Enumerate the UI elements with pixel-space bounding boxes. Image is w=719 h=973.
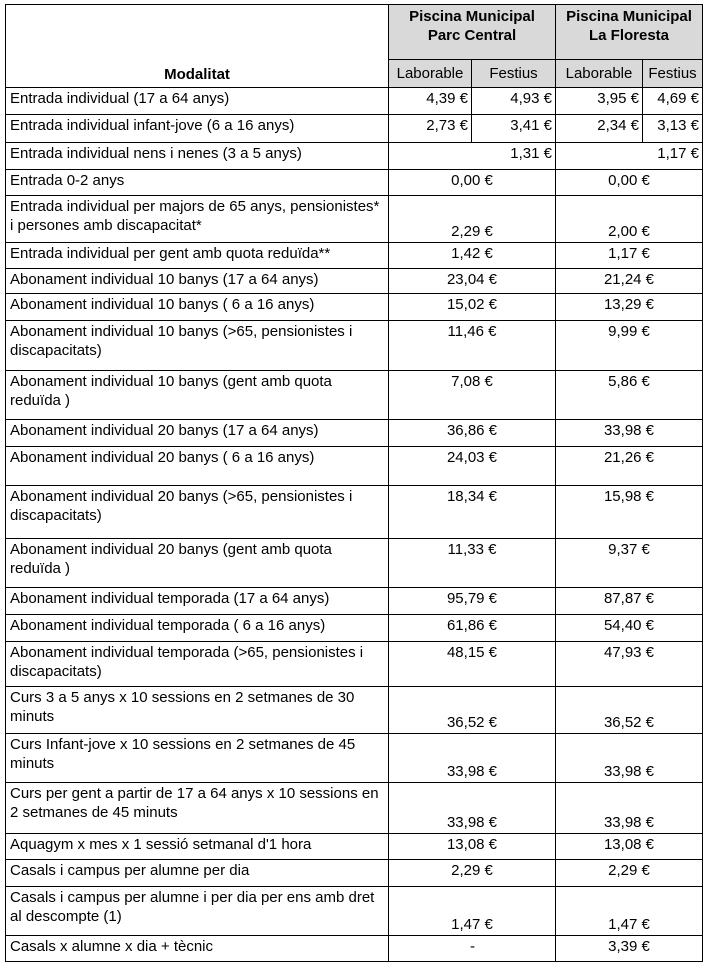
parc-central-price: 13,08 € [389, 834, 556, 860]
row-label: Casals i campus per alumne per dia [6, 860, 389, 887]
la-floresta-laborable-header: Laborable [556, 60, 643, 88]
table-row [6, 170, 703, 196]
row-label: Aquagym x mes x 1 sessió setmanal d'1 hora [6, 834, 389, 860]
row-label: Entrada individual (17 a 64 anys) [6, 88, 389, 115]
row-label: Entrada individual nens i nenes (3 a 5 anys) [6, 143, 389, 170]
parc-central-price: 33,98 € [389, 734, 556, 783]
la-floresta-price: 9,99 € [556, 321, 703, 371]
la-floresta-price: 15,98 € [556, 486, 703, 539]
parc-central-price: 2,29 € [389, 196, 556, 243]
la-floresta-price: 0,00 € [556, 170, 703, 196]
row-label: Abonament individual 10 banys (gent amb quota reduïda ) [6, 371, 389, 420]
row-label: Abonament individual temporada (17 a 64 anys) [6, 588, 389, 615]
la-floresta-price: 33,98 € [556, 420, 703, 447]
la-floresta-price: 33,98 € [556, 734, 703, 783]
la-floresta-price: 2,00 € [556, 196, 703, 243]
parc-central-price: 2,29 € [389, 860, 556, 887]
parc-central-price: 0,00 € [389, 170, 556, 196]
la-floresta-price: 54,40 € [556, 615, 703, 642]
parc-central-price: 36,52 € [389, 687, 556, 734]
table-row [6, 615, 703, 642]
row-label: Entrada 0-2 anys [6, 170, 389, 196]
row-label: Casals x alumne x dia + tècnic [6, 936, 389, 962]
row-label: Curs Infant-jove x 10 sessions en 2 setmanes de 45 minuts [6, 734, 389, 783]
parc-central-festius-header: Festius [472, 60, 556, 88]
table-row [6, 420, 703, 447]
row-label: Abonament individual 10 banys (17 a 64 anys) [6, 269, 389, 294]
row-label: Abonament individual 20 banys (>65, pensionistes i discapacitats) [6, 486, 389, 539]
la-floresta-price: 9,37 € [556, 539, 703, 588]
parc-central-price: - [389, 936, 556, 962]
table-row [6, 588, 703, 615]
parc-central-price: 18,34 € [389, 486, 556, 539]
parc-central-price: 15,02 € [389, 294, 556, 321]
row-label: Abonament individual 20 banys (gent amb quota reduïda ) [6, 539, 389, 588]
pool-la-floresta-header: Piscina Municipal La Floresta [556, 5, 703, 60]
table-row [6, 269, 703, 294]
row-label: Curs per gent a partir de 17 a 64 anys x 10 sessions en 2 setmanes de 45 minuts [6, 783, 389, 834]
price-table [5, 4, 703, 962]
parc-central-festius-price: 4,93 € [472, 88, 556, 115]
table-row [6, 447, 703, 486]
table-row [6, 243, 703, 269]
parc-central-price: 48,15 € [389, 642, 556, 687]
la-floresta-price: 2,29 € [556, 860, 703, 887]
parc-central-price: 1,42 € [389, 243, 556, 269]
modalitat-header: Modalitat [6, 5, 389, 88]
la-floresta-festius-price: 3,13 € [643, 115, 703, 143]
table-row [6, 860, 703, 887]
row-label: Abonament individual 10 banys ( 6 a 16 anys) [6, 294, 389, 321]
parc-central-price: 11,33 € [389, 539, 556, 588]
la-floresta-price: 13,08 € [556, 834, 703, 860]
table-row [6, 371, 703, 420]
parc-central-price: 11,46 € [389, 321, 556, 371]
parc-central-laborable-price: 2,73 € [389, 115, 472, 143]
la-floresta-price: 87,87 € [556, 588, 703, 615]
la-floresta-laborable-price: 3,95 € [556, 88, 643, 115]
la-floresta-price: 1,17 € [556, 243, 703, 269]
row-label: Abonament individual temporada (>65, pensionistes i discapacitats) [6, 642, 389, 687]
table-row [6, 321, 703, 371]
la-floresta-price: 33,98 € [556, 783, 703, 834]
row-label: Curs 3 a 5 anys x 10 sessions en 2 setmanes de 30 minuts [6, 687, 389, 734]
table-row [6, 887, 703, 936]
row-label: Abonament individual 10 banys (>65, pensionistes i discapacitats) [6, 321, 389, 371]
table-row [6, 539, 703, 588]
table-row [6, 88, 703, 115]
la-floresta-price: 21,26 € [556, 447, 703, 486]
row-label: Entrada individual per majors de 65 anys, pensionistes* i persones amb discapacitat* [6, 196, 389, 243]
la-floresta-festius-price: 4,69 € [643, 88, 703, 115]
row-label: Abonament individual 20 banys ( 6 a 16 anys) [6, 447, 389, 486]
table-row [6, 642, 703, 687]
table-row [6, 486, 703, 539]
table-row [6, 734, 703, 783]
parc-central-laborable-header: Laborable [389, 60, 472, 88]
table-row [6, 936, 703, 962]
table-row [6, 294, 703, 321]
la-floresta-festius-header: Festius [643, 60, 703, 88]
table-row [6, 783, 703, 834]
table-row [6, 687, 703, 734]
row-label: Entrada individual infant-jove (6 a 16 anys) [6, 115, 389, 143]
parc-central-price: 33,98 € [389, 783, 556, 834]
parc-central-laborable-price: 4,39 € [389, 88, 472, 115]
table-row [6, 196, 703, 243]
parc-central-price: 36,86 € [389, 420, 556, 447]
la-floresta-price: 36,52 € [556, 687, 703, 734]
table-row [6, 834, 703, 860]
la-floresta-price: 1,17 € [556, 143, 703, 170]
la-floresta-price: 13,29 € [556, 294, 703, 321]
la-floresta-price: 47,93 € [556, 642, 703, 687]
row-label: Casals i campus per alumne i per dia per ens amb dret al descompte (1) [6, 887, 389, 936]
parc-central-price: 1,31 € [389, 143, 556, 170]
table-row [6, 115, 703, 143]
parc-central-price: 61,86 € [389, 615, 556, 642]
parc-central-price: 95,79 € [389, 588, 556, 615]
parc-central-price: 24,03 € [389, 447, 556, 486]
parc-central-price: 23,04 € [389, 269, 556, 294]
pool-parc-central-header: Piscina Municipal Parc Central [389, 5, 556, 60]
row-label: Entrada individual per gent amb quota reduïda** [6, 243, 389, 269]
row-label: Abonament individual 20 banys (17 a 64 anys) [6, 420, 389, 447]
parc-central-festius-price: 3,41 € [472, 115, 556, 143]
la-floresta-price: 21,24 € [556, 269, 703, 294]
row-label: Abonament individual temporada ( 6 a 16 anys) [6, 615, 389, 642]
table-row [6, 143, 703, 170]
la-floresta-price: 3,39 € [556, 936, 703, 962]
la-floresta-laborable-price: 2,34 € [556, 115, 643, 143]
price-table-container [5, 4, 703, 962]
parc-central-price: 7,08 € [389, 371, 556, 420]
la-floresta-price: 5,86 € [556, 371, 703, 420]
la-floresta-price: 1,47 € [556, 887, 703, 936]
parc-central-price: 1,47 € [389, 887, 556, 936]
